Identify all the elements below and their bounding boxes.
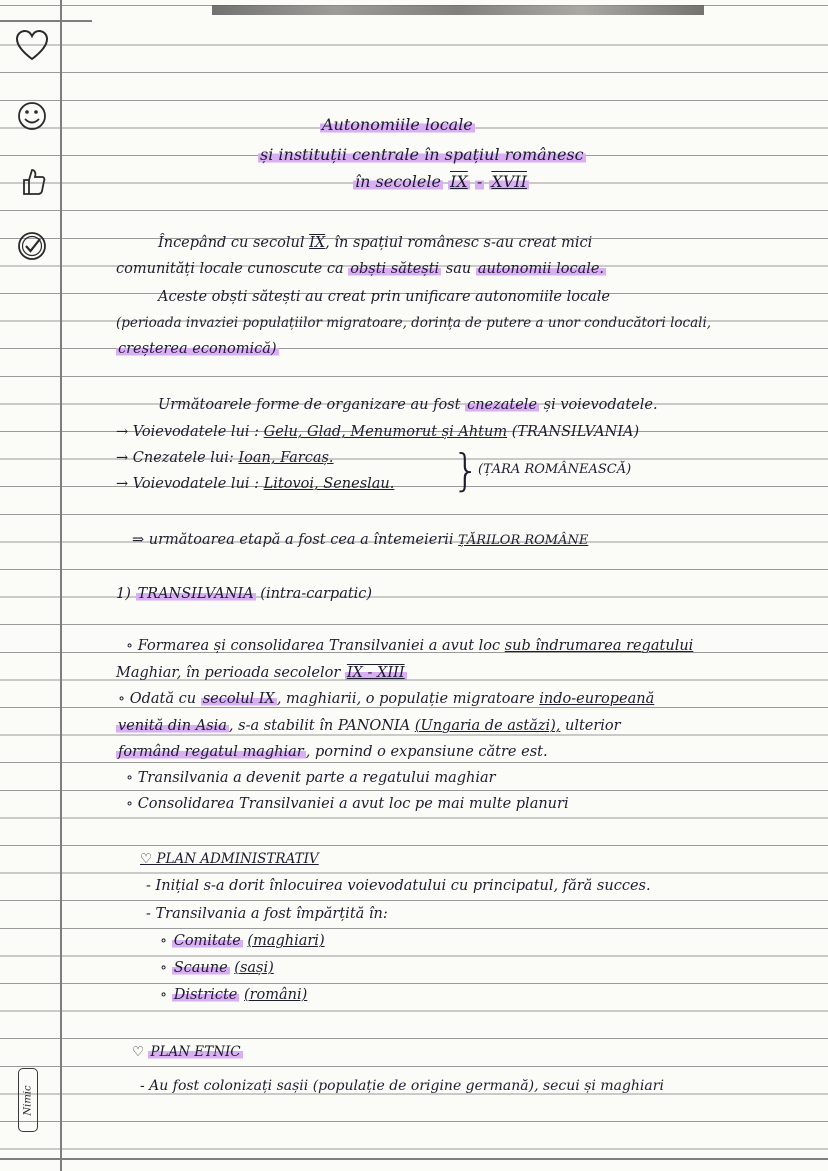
forms-lead-voievodatele: voievodatele. <box>560 397 658 413</box>
forms-item-2 <box>116 448 334 468</box>
title-centuries-prefix: în secolele <box>355 172 441 191</box>
highlight-districte: Districte <box>173 987 238 1003</box>
highlight-obsti: obști sătești <box>350 261 440 277</box>
forms-item-names: Litovoi, Seneslau. <box>263 476 395 492</box>
forms-item-1 <box>116 422 639 442</box>
plan-admin-line-1: - Inițial s-a dorit înlocuirea voievodatului cu principatul, fără succes. <box>146 878 651 894</box>
forms-item-label: → Voievodatele lui : <box>116 476 260 492</box>
intro-text-sau: sau <box>445 261 472 277</box>
transilvania-bullet-3: ∘ Transilvania a devenit parte a regatului maghiar <box>126 770 496 786</box>
highlight-plan-etnic: PLAN ETNIC <box>150 1044 241 1060</box>
bullet-circle: ∘ <box>160 987 168 1003</box>
underline-sasi: (sași) <box>234 960 274 976</box>
margin-top-rule <box>0 20 92 22</box>
check-circle-icon <box>14 228 50 264</box>
forms-item-names: Ioan, Farcaș. <box>238 450 334 466</box>
intro-text-2: comunități locale cunoscute ca <box>116 261 344 277</box>
plan-admin-line-2: - Transilvania a fost împărțită în: <box>146 906 388 922</box>
transilvania-bullet-1a <box>126 636 693 656</box>
highlight-autonomii: autonomii locale. <box>477 261 605 277</box>
bullet-text: ∘ Formarea și consolidarea Transilvaniei a avut loc <box>126 638 501 654</box>
forms-item-names: Gelu, Glad, Menumorut și Ahtum <box>263 424 508 440</box>
underline-maghiari: (maghiari) <box>247 933 325 949</box>
bullet-text-rest: , maghiarii, o populație migratoare <box>276 691 535 707</box>
title-roman-end: XVII <box>491 172 527 191</box>
transilvania-bullet-1b <box>116 663 407 683</box>
forms-item-label: → Voievodatele lui : <box>116 424 260 440</box>
brand-label: Nimic <box>22 1084 34 1116</box>
intro-roman: IX <box>309 235 326 251</box>
heading-paren: (intra-carpatic) <box>260 586 373 602</box>
intro-causes: (perioada invaziei populațiilor migratoare, dorința de putere a unor conducători locali, <box>116 315 712 331</box>
margin-rule <box>60 0 62 1171</box>
underline-ungaria: (Ungaria de astăzi), <box>414 718 561 734</box>
thumbs-up-icon <box>14 164 50 200</box>
transilvania-bullet-4: ∘ Consolidarea Transilvaniei a avut loc pe mai multe planuri <box>126 796 569 812</box>
highlight-transilvania: TRANSILVANIA <box>137 586 254 602</box>
intro-line-1 <box>158 233 592 253</box>
title-line-3 <box>353 172 529 192</box>
plan-admin-title: ♡ PLAN ADMINISTRATIV <box>140 851 319 867</box>
bullet-text: ∘ Odată cu <box>118 691 197 707</box>
underline-romani: (români) <box>243 987 308 1003</box>
intro-text-3: Aceste obști sătești au creat prin unificare autonomiile locale <box>158 289 610 305</box>
forms-brace: } <box>452 445 480 496</box>
transilvania-bullet-2b <box>116 716 621 736</box>
bullet-text-ulterior: ulterior <box>564 718 621 734</box>
forms-next-stage <box>132 530 588 551</box>
intro-line-4 <box>116 313 711 333</box>
transilvania-bullet-2c <box>116 742 548 762</box>
smiley-icon <box>14 98 50 134</box>
plan-etnic-heading <box>132 1042 243 1062</box>
transilvania-bullet-2a <box>118 689 654 709</box>
title-sub: și instituții centrale în spațiul românesc <box>260 145 584 164</box>
heading-number: 1) <box>116 586 131 602</box>
title-roman-start: IX <box>450 172 468 191</box>
tape-strip <box>212 5 704 15</box>
bullet-text-panonia: , s-a stabilit în PANONIA <box>228 718 411 734</box>
bullet-text-expansiune: , pornind o expansiune către est. <box>305 744 548 760</box>
intro-line-5 <box>116 339 279 359</box>
plan-etnic-line-1: - Au fost colonizați sașii (populație de origine germană), secui și maghiari <box>140 1078 664 1094</box>
forms-item-label: → Cnezatele lui: <box>116 450 234 466</box>
intro-text-rest: , în spațiul românesc s-au creat mici <box>325 235 593 251</box>
forms-lead <box>158 395 658 415</box>
underline-indo-europeana: indo-europeană <box>539 691 655 707</box>
highlight-centuries: IX - XIII <box>346 665 405 681</box>
highlight-secolul-ix: secolul IX <box>202 691 275 707</box>
highlight-crestere: creșterea economică) <box>118 341 277 357</box>
bullet-circle: ∘ <box>160 933 168 949</box>
heart-icon <box>14 28 50 64</box>
highlight-asia: venită din Asia <box>118 718 227 734</box>
forms-item-3 <box>116 474 394 494</box>
plan-admin-item-2 <box>160 958 274 978</box>
intro-line-3 <box>158 287 610 307</box>
forms-lead-si: și <box>543 397 556 413</box>
highlight-comitate: Comitate <box>173 933 241 949</box>
forms-brace-region: (ȚARA ROMÂNEASCĂ) <box>478 462 632 477</box>
forms-item-region: (TRANSILVANIA) <box>511 424 640 440</box>
bullet-text: Maghiar, în perioada secolelor <box>116 665 341 681</box>
highlight-cnezatele: cnezatele <box>467 397 538 413</box>
title-dash: - <box>476 172 483 191</box>
forms-next-text: ⇒ următoarea etapă a fost cea a întemeierii <box>132 532 454 548</box>
title-line-2 <box>258 145 586 165</box>
highlight-regatul-maghiar: formând regatul maghiar <box>118 744 304 760</box>
plan-admin-item-3 <box>160 985 307 1005</box>
intro-line-2 <box>116 259 606 279</box>
page-bottom-rule <box>0 1158 828 1160</box>
title-main: Autonomiile locale <box>322 115 473 134</box>
plan-admin-item-1 <box>160 931 325 951</box>
highlight-scaune: Scaune <box>173 960 228 976</box>
intro-text: Începând cu secolul <box>158 235 305 251</box>
heart-bullet: ♡ <box>132 1044 145 1060</box>
notebook-brand-tag <box>18 1068 38 1132</box>
plan-admin-heading <box>140 849 319 869</box>
transilvania-heading <box>116 584 372 604</box>
bullet-circle: ∘ <box>160 960 168 976</box>
forms-lead-text: Următoarele forme de organizare au fost <box>158 397 461 413</box>
underline-regat: sub îndrumarea regatului <box>504 638 694 654</box>
forms-next-tari: ȚĂRILOR ROMÂNE <box>458 533 589 548</box>
title-line-1 <box>320 115 475 135</box>
